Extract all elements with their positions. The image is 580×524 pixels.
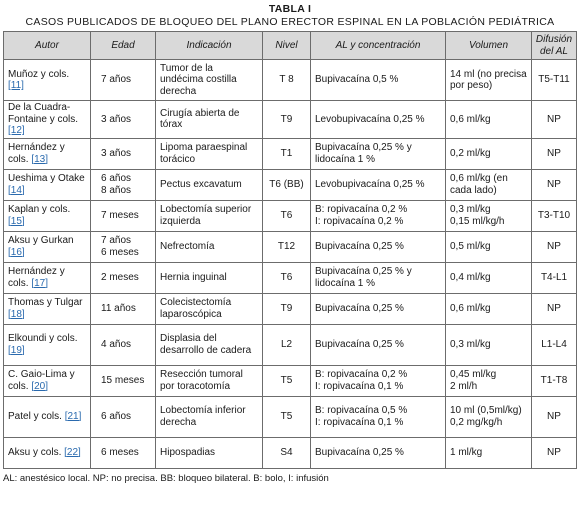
- cell-autor: [4, 60, 91, 101]
- cell-volumen: 0,3 ml/kg: [446, 324, 532, 365]
- cell-nivel: T1: [263, 138, 311, 169]
- table-row: [4, 231, 577, 262]
- cell-nivel: T6 (BB): [263, 169, 311, 200]
- cell-al: Bupivacaína 0,25 %: [311, 231, 446, 262]
- table-title: CASOS PUBLICADOS DE BLOQUEO DEL PLANO ERECTOR ESPINAL EN LA POBLACIÓN PEDIÁTRICA: [25, 16, 555, 28]
- cell-indicacion: Hipospadias: [156, 437, 263, 468]
- cell-volumen: 0,5 ml/kg: [446, 231, 532, 262]
- author-name: C. Gaio-Lima y cols.: [8, 369, 75, 392]
- cell-difusion: T4-L1: [532, 262, 577, 293]
- table-row: [4, 293, 577, 324]
- table-row: [4, 200, 577, 231]
- cell-volumen: 0,45 ml/kg 2 ml/h: [446, 365, 532, 396]
- cell-difusion: T3-T10: [532, 200, 577, 231]
- cell-nivel: S4: [263, 437, 311, 468]
- cell-indicacion: Nefrectomía: [156, 231, 263, 262]
- cell-difusion: NP: [532, 138, 577, 169]
- table-header-row: [4, 32, 577, 60]
- cell-indicacion: Resección tumoral por toracotomía: [156, 365, 263, 396]
- table-footnote: AL: anestésico local. NP: no precisa. BB: bloqueo bilateral. B: bolo, I: infusión: [3, 472, 329, 484]
- cell-autor: [4, 138, 91, 169]
- cell-al: Bupivacaína 0,25 %: [311, 437, 446, 468]
- cell-al: B: ropivacaína 0,5 % I: ropivacaína 0,1 %: [311, 396, 446, 437]
- table-row: [4, 396, 577, 437]
- cell-edad: 11 años: [91, 293, 156, 324]
- cell-nivel: T9: [263, 101, 311, 139]
- cell-al: Bupivacaína 0,25 %: [311, 324, 446, 365]
- cell-autor: [4, 262, 91, 293]
- table-row: [4, 138, 577, 169]
- cell-al: Bupivacaína 0,5 %: [311, 60, 446, 101]
- cell-edad: 6 años 8 años: [91, 169, 156, 200]
- author-name: Aksu y cols.: [8, 446, 62, 458]
- cell-edad: 3 años: [91, 101, 156, 139]
- cell-nivel: T6: [263, 200, 311, 231]
- cell-al: Bupivacaína 0,25 % y lidocaína 1 %: [311, 262, 446, 293]
- reference-link[interactable]: [19]: [8, 344, 25, 356]
- cell-volumen: 0,6 ml/kg: [446, 293, 532, 324]
- header-indicacion: Indicación: [156, 32, 263, 60]
- reference-link[interactable]: [21]: [64, 410, 82, 422]
- cell-difusion: T5-T11: [532, 60, 577, 101]
- cell-nivel: L2: [263, 324, 311, 365]
- header-edad: Edad: [91, 32, 156, 60]
- table-row: [4, 169, 577, 200]
- author-name: Patel y cols.: [8, 410, 62, 422]
- cell-edad: 3 años: [91, 138, 156, 169]
- table-row: [4, 437, 577, 468]
- cell-difusion: L1-L4: [532, 324, 577, 365]
- author-name: De la Cuadra-Fontaine y cols.: [8, 102, 79, 125]
- cell-volumen: 1 ml/kg: [446, 437, 532, 468]
- cell-autor: [4, 293, 91, 324]
- cell-edad: 7 años 6 meses: [91, 231, 156, 262]
- author-name: Thomas y Tulgar: [8, 297, 83, 308]
- cell-nivel: T5: [263, 365, 311, 396]
- cell-difusion: NP: [532, 169, 577, 200]
- cell-edad: 7 años: [91, 60, 156, 101]
- header-difusion: Difusión del AL: [532, 32, 577, 60]
- cell-edad: 6 meses: [91, 437, 156, 468]
- cell-indicacion: Tumor de la undécima costilla derecha: [156, 60, 263, 101]
- cell-edad: 15 meses: [91, 365, 156, 396]
- author-name: Kaplan y cols.: [8, 204, 71, 215]
- cell-difusion: NP: [532, 293, 577, 324]
- author-name: Hernández y cols.: [8, 266, 65, 289]
- cell-edad: 6 años: [91, 396, 156, 437]
- cell-volumen: 10 ml (0,5ml/kg) 0,2 mg/kg/h: [446, 396, 532, 437]
- reference-link[interactable]: [11]: [8, 80, 24, 91]
- cell-al: B: ropivacaína 0,2 % I: ropivacaína 0,2 %: [311, 200, 446, 231]
- cell-al: B: ropivacaína 0,2 % I: ropivacaína 0,1 %: [311, 365, 446, 396]
- header-al: AL y concentración: [311, 32, 446, 60]
- cell-autor: [4, 437, 91, 468]
- table-number: TABLA I: [268, 3, 312, 15]
- cell-difusion: T1-T8: [532, 365, 577, 396]
- cell-al: Levobupivacaína 0,25 %: [311, 101, 446, 139]
- reference-link[interactable]: [14]: [8, 184, 25, 196]
- cell-al: Bupivacaína 0,25 % y lidocaína 1 %: [311, 138, 446, 169]
- reference-link[interactable]: [12]: [8, 125, 25, 136]
- cell-difusion: NP: [532, 101, 577, 139]
- cell-al: Levobupivacaína 0,25 %: [311, 169, 446, 200]
- cell-autor: [4, 231, 91, 262]
- cell-indicacion: Cirugía abierta de tórax: [156, 101, 263, 139]
- reference-link[interactable]: [22]: [64, 446, 81, 458]
- cell-autor: [4, 200, 91, 231]
- table-row: [4, 60, 577, 101]
- reference-link[interactable]: [17]: [31, 277, 49, 289]
- table-row: [4, 101, 577, 139]
- cell-volumen: 0,2 ml/kg: [446, 138, 532, 169]
- cell-difusion: NP: [532, 231, 577, 262]
- table-caption: [0, 3, 580, 29]
- cell-volumen: 0,4 ml/kg: [446, 262, 532, 293]
- cell-edad: 7 meses: [91, 200, 156, 231]
- cell-edad: 4 años: [91, 324, 156, 365]
- table-row: [4, 324, 577, 365]
- author-name: Hernández y cols.: [8, 142, 65, 165]
- header-autor: Autor: [4, 32, 91, 60]
- cell-nivel: T9: [263, 293, 311, 324]
- author-name: Aksu y Gurkan: [8, 235, 74, 246]
- reference-link[interactable]: [13]: [31, 153, 49, 165]
- cell-indicacion: Pectus excavatum: [156, 169, 263, 200]
- table-row: [4, 262, 577, 293]
- cell-indicacion: Lobectomía inferior derecha: [156, 396, 263, 437]
- cell-difusion: NP: [532, 437, 577, 468]
- cell-volumen: 0,6 ml/kg (en cada lado): [446, 169, 532, 200]
- cell-nivel: T6: [263, 262, 311, 293]
- document-page: [0, 3, 580, 524]
- cell-al: Bupivacaína 0,25 %: [311, 293, 446, 324]
- header-volumen: Volumen: [446, 32, 532, 60]
- cell-difusion: NP: [532, 396, 577, 437]
- cell-volumen: 0,6 ml/kg: [446, 101, 532, 139]
- cell-nivel: T12: [263, 231, 311, 262]
- reference-link[interactable]: [16]: [8, 246, 25, 258]
- cell-nivel: T5: [263, 396, 311, 437]
- cell-indicacion: Hernia inguinal: [156, 262, 263, 293]
- cell-indicacion: Lipoma paraespinal torácico: [156, 138, 263, 169]
- cell-indicacion: Displasia del desarrollo de cadera: [156, 324, 263, 365]
- cell-autor: [4, 365, 91, 396]
- cell-volumen: 14 ml (no precisa por peso): [446, 60, 532, 101]
- reference-link[interactable]: [20]: [31, 380, 49, 392]
- cell-autor: [4, 101, 91, 139]
- cell-autor: [4, 396, 91, 437]
- author-name: Muñoz y cols.: [8, 68, 70, 80]
- cell-autor: [4, 169, 91, 200]
- cell-volumen: 0,3 ml/kg 0,15 ml/kg/h: [446, 200, 532, 231]
- cell-edad: 2 meses: [91, 262, 156, 293]
- author-name: Elkoundi y cols.: [8, 333, 78, 344]
- cases-table: [3, 31, 577, 469]
- header-nivel: Nivel: [263, 32, 311, 60]
- reference-link[interactable]: [15]: [8, 215, 25, 227]
- reference-link[interactable]: [18]: [8, 308, 25, 320]
- cell-indicacion: Lobectomía superior izquierda: [156, 200, 263, 231]
- cell-indicacion: Colecistectomía laparoscópica: [156, 293, 263, 324]
- table-row: [4, 365, 577, 396]
- cell-nivel: T 8: [263, 60, 311, 101]
- author-name: Ueshima y Otake: [8, 173, 85, 184]
- cell-autor: [4, 324, 91, 365]
